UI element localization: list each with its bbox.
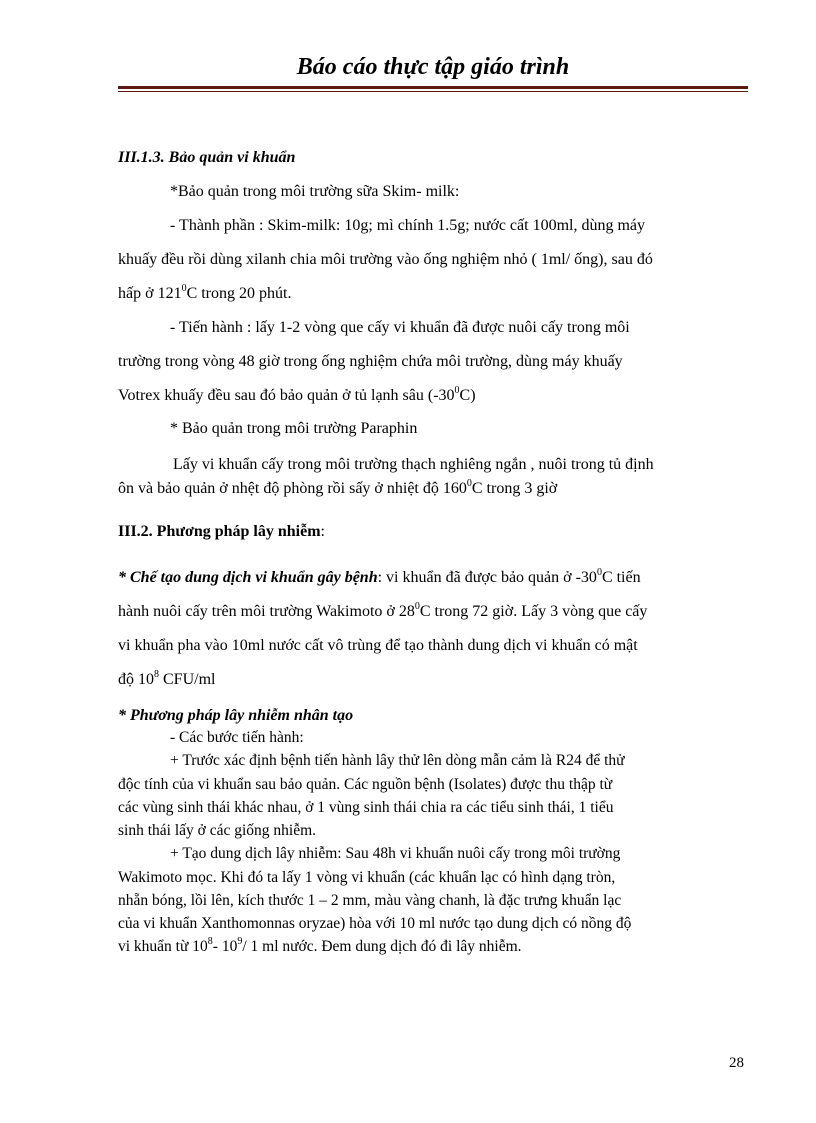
paragraph-line: các vùng sinh thái khác nhau, ở 1 vùng sinh thái chia ra các tiểu sinh thái, 1 tiểu xyxy=(118,799,614,816)
page-number: 28 xyxy=(729,1055,744,1071)
header-rule xyxy=(118,86,748,89)
paragraph-line: trường trong vòng 48 giờ trong ống nghiệm chứa môi trường, dùng máy khuấy xyxy=(118,353,623,370)
paragraph-line: Votrex khuấy đều sau đó bảo quản ở tủ lạnh sâu $(-30^0C)$ xyxy=(118,384,476,404)
paragraph-line: độc tính của vi khuẩn sau bảo quản. Các nguồn bệnh (Isolates) được thu thập từ xyxy=(118,776,613,793)
paragraph-line: + Tạo dung dịch lây nhiễm: Sau 48h vi khuẩn nuôi cấy trong môi trường xyxy=(170,845,621,862)
paragraph-line: hấp ở $121^0C$ trong 20 phút. xyxy=(118,282,292,302)
header-rule-thin xyxy=(118,91,748,92)
paragraph-line: * Bảo quản trong môi trường Paraphin xyxy=(170,420,418,437)
paragraph-line: của vi khuẩn Xanthomonnas oryzae) hòa với 10 ml nước tạo dung dịch có nồng độ xyxy=(118,915,632,932)
paragraph-line: nhẵn bóng, lồi lên, kích thước 1 – 2 mm, màu vàng chanh, là đặc trưng khuẩn lạc xyxy=(118,892,622,909)
paragraph-line: * Chế tạo dung dịch vi khuẩn gây bệnh: vi khuẩn đã được bảo quản ở $-30^0C$ tiến xyxy=(118,566,641,586)
paragraph-line: - Thành phần : Skim-milk: 10g; mì chính 1.5g; nước cất 100ml, dùng máy xyxy=(170,217,646,234)
paragraph-line: - Tiến hành : lấy 1-2 vòng que cấy vi khuẩn đã được nuôi cấy trong môi xyxy=(170,319,630,336)
paragraph-line: vi khuẩn từ $10^8-$ $10^9/$ 1 ml nước. Đem dung dịch đó đi lây nhiễm. xyxy=(118,935,522,955)
section-heading: III.2. Phương pháp lây nhiễm: xyxy=(118,523,325,540)
paragraph-line: Lấy vi khuẩn cấy trong môi trường thạch nghiêng ngắn , nuôi trong tủ định xyxy=(173,456,654,473)
section-heading: * Phương pháp lây nhiễm nhân tạo xyxy=(118,707,354,724)
paragraph-line: vi khuẩn pha vào 10ml nước cất vô trùng để tạo thành dung dịch vi khuẩn có mật xyxy=(118,637,638,654)
paragraph-line: *Bảo quản trong môi trường sữa Skim- milk: xyxy=(170,183,460,200)
paragraph-line: + Trước xác định bệnh tiến hành lây thử lên dòng mẫn cảm là R24 để thử xyxy=(170,752,625,769)
paragraph-line: - Các bước tiến hành: xyxy=(170,729,304,746)
paragraph-line: sinh thái lấy ở các giống nhiễm. xyxy=(118,822,317,839)
section-heading: III.1.3. Bảo quản vi khuẩn xyxy=(118,149,296,166)
paragraph-line: Wakimoto mọc. Khi đó ta lấy 1 vòng vi khuẩn (các khuẩn lạc có hình dạng tròn, xyxy=(118,869,616,886)
paragraph-line: ôn và bảo quản ở nhệt độ phòng rồi sấy ở nhiệt độ $160^0C$ trong 3 giờ xyxy=(118,477,558,497)
paragraph-line: độ $10^8$ CFU/ml xyxy=(118,668,216,688)
paragraph-line: hành nuôi cấy trên môi trường Wakimoto ở $28^0C$ trong 72 giờ. Lấy 3 vòng que cấy xyxy=(118,600,648,620)
header-title: Báo cáo thực tập giáo trình xyxy=(296,54,570,80)
paragraph-line: khuấy đều rồi dùng xilanh chia môi trường vào ống nghiệm nhỏ ( 1ml/ ống), sau đó xyxy=(118,251,653,268)
